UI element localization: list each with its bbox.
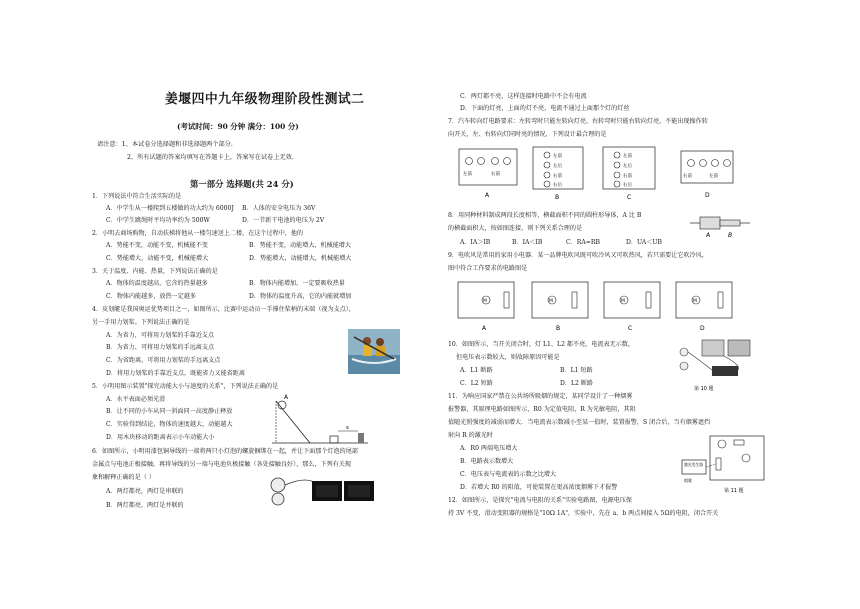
question-10-cont: 但电压表示数较大，则故障原因可能是 — [456, 354, 560, 361]
question-6-cont2: 象和解释正确的是（ ） — [92, 474, 155, 481]
q9-label-c: C — [628, 325, 633, 332]
q3-option-d: D．物体的温度升高，它的内能就增加 — [249, 293, 352, 300]
q7d-right-label: 右前 — [683, 174, 692, 179]
q9-circuit-a — [458, 282, 514, 332]
notice-block — [97, 138, 437, 164]
q11-laser-label: 激光发生器 — [684, 462, 703, 467]
canoe-photo — [348, 329, 400, 374]
q9a-motor: M — [483, 299, 487, 304]
q7-circuit-b — [533, 147, 583, 201]
q2-option-a: A．势能不变，动能不变，机械能不变 — [106, 242, 208, 249]
question-12-cont: 持 3V 不变，滑动变阻器的规格是"10Ω 1A"，实验中，先在 a、b 两点间接入 5Ω的电阻，闭合开关 — [448, 510, 719, 517]
q6-option-b: B．两灯都亮，两灯是并联的 — [106, 502, 184, 509]
q9-label-a: A — [482, 325, 487, 332]
q4-option-a: A．为省力，可将用力划桨的手靠近支点 — [106, 332, 214, 339]
q8-option-d: D．UA＜UB — [626, 239, 663, 246]
question-9: 9．电吹风是常用的家用小电器．某一品牌电吹风既可吹冷风又可吹热风，若只需要让它吹冷风， — [448, 252, 708, 259]
question-1: 1．下列说法中符合生活实际的是 — [92, 193, 182, 200]
q9-circuit-d — [676, 282, 732, 332]
q7d-left-label: 左前 — [709, 174, 718, 179]
q4-option-b: B．为省力，可将用力划桨的手远离支点 — [106, 344, 215, 351]
q9-circuit-b — [532, 282, 588, 332]
q9-label-d: D — [700, 325, 705, 332]
question-3: 3．关于温度、内能、热量，下列说法正确的是 — [92, 268, 218, 275]
q6-option-d: D．下面的灯亮，上面的灯不亮，电流不通过上面那个灯的灯丝 — [460, 105, 630, 112]
ramp-label-a: A — [284, 394, 289, 401]
q11-circuit-figure — [680, 430, 770, 498]
q8-option-a: A．IA＞IB — [460, 239, 491, 246]
ramp-experiment-figure — [270, 393, 370, 447]
question-5: 5．小明用图示装置"探究动能大小与速度的关系"，下列说法正确的是 — [92, 383, 279, 390]
question-6-cont: 金属点与电池正极接触，再将导线的另一端与电池负极接触（各处接触良好），那么，下列有关现 — [92, 461, 351, 468]
section-heading: 第一部分 选择题(共 24 分) — [190, 179, 294, 189]
question-8: 8．用同种材料制成两段长度相等，横截面积不同的圆柱形导体，A 比 B — [448, 212, 642, 219]
q9d-motor: M — [693, 299, 697, 304]
q3-option-c: C．物体内能越多，放热一定越多 — [106, 293, 196, 300]
q10-caption: 第 10 题 — [694, 386, 714, 392]
q7-label-c: C — [627, 194, 632, 201]
q7-circuit-c — [603, 147, 655, 201]
q10-circuit-photo — [672, 336, 762, 394]
q11-option-a: A．R0 两端电压增大 — [460, 445, 518, 452]
q1-option-b: B．人体的安全电压为 36V — [242, 205, 316, 212]
q1-option-d: D．一节新干电池的电压为 2V — [242, 217, 325, 224]
q7c-rightback-label: 右后 — [623, 183, 632, 188]
q10-option-b: B．L1 短路 — [560, 367, 593, 374]
question-9-cont: 图中符合工作要求的电路图是 — [448, 265, 528, 272]
q7b-right-label: 右前 — [553, 174, 562, 179]
q11-smoke-label: 烟雾 — [684, 478, 692, 483]
q1-option-a: A．中学生从一楼爬到五楼做的功大约为 6000J — [106, 205, 234, 212]
q11-option-d: D．若增大 R0 的阻值，可使装置在更高浓度烟雾下才报警 — [460, 484, 618, 491]
q10-option-a: A．L1 断路 — [460, 367, 493, 374]
q2-option-c: C．势能增大，动能不变，机械能增大 — [106, 255, 209, 262]
q2-option-b: B．势能不变，动能增大，机械能增大 — [249, 242, 351, 249]
q5-option-c: C．实验得到结论，物体的速度越大，动能越大 — [106, 421, 233, 428]
q11-caption: 第 11 题 — [724, 488, 744, 494]
q2-option-d: D．势能增大，动能增大，机械能增大 — [249, 255, 352, 262]
q10-option-c: C．L2 短路 — [460, 380, 493, 387]
q3-option-a: A．物体的温度越高，它含的热量越多 — [106, 280, 208, 287]
question-2: 2．小明去商场购物，自动扶梯将他从一楼匀速送上二楼，在这个过程中，他的 — [92, 230, 304, 237]
q1-option-c: C．中学生跳绳时平均功率约为 500W — [106, 217, 210, 224]
q3-option-b: B．物体内能增加，一定要吸收热量 — [249, 280, 345, 287]
q5-option-a: A．水平表面必须光滑 — [106, 396, 166, 403]
q7-circuit-figures — [455, 143, 745, 203]
q5-option-b: B．让不同的小车从同一斜面同一高度静止释放 — [106, 408, 233, 415]
q7-label-b: B — [555, 194, 560, 201]
q7a-left-label: 左前 — [463, 172, 472, 177]
question-6: 6．如图所示，小明用漆包铜导线的一端将两只小灯泡的螺旋捆绑在一起，并让下面那个灯泡的尾部 — [92, 448, 358, 455]
question-12: 12．如图所示，是探究"电流与电阻的关系"实验电路图，电源电压保 — [448, 497, 632, 504]
q7c-leftback-label: 左后 — [623, 164, 632, 169]
q11-option-c: C．电压表与电流表的示数之比增大 — [460, 471, 557, 478]
q7-label-a: A — [485, 192, 490, 199]
q7b-leftback-label: 左后 — [553, 164, 562, 169]
q6-option-c: C．两灯都不亮，这样连接时电路中不会有电流 — [460, 93, 587, 100]
q5-option-d: D．用木块移动的距离表示小车动能大小 — [106, 434, 215, 441]
q11-option-b: B．电路表示数增大 — [460, 458, 514, 465]
question-11-cont2: 值随光照强度的减弱而增大．当电流表示数减小至某一值时，装置报警，S 闭合后，当有烟雾遮挡 — [448, 419, 711, 426]
q9-circuit-figures — [452, 278, 742, 334]
exam-info: (考试时间：90 分钟 满分：100 分) — [177, 122, 299, 131]
q8-conductor-figure — [690, 213, 750, 239]
q8-label-a: A — [706, 232, 711, 239]
q7-circuit-d — [681, 151, 733, 199]
q4-option-d: D．将用力划桨的手靠近支点，既能省力又能省距离 — [106, 370, 245, 377]
q7c-right-label: 右前 — [623, 174, 632, 179]
notice-item-1: 1、本试卷分选择题和非选择题两个部分. — [121, 141, 233, 148]
battery-bulbs-photo — [268, 473, 380, 509]
q10-option-d: D．L2 断路 — [560, 380, 594, 387]
exam-title: 姜堰四中九年级物理阶段性测试二 — [165, 92, 365, 107]
q7a-right-label: 右前 — [491, 172, 500, 177]
q7-circuit-a — [459, 149, 517, 199]
question-11-cont: 报警器，其原理电路如图所示，R0 为定值电阻，R 为光敏电阻，其阻 — [448, 406, 636, 413]
question-11-cont3: 射向 R 的激光时 — [448, 432, 494, 439]
q9-circuit-c — [604, 282, 660, 332]
question-10: 10．如图所示，当开关闭合时，灯 L1、L2 都不亮，电流表无示数， — [448, 341, 634, 348]
question-4-cont: 另一手用力划桨。下列说法正确的是 — [92, 319, 190, 326]
question-8-cont: 的横截面积大，按如图连接，则下列关系合理的是 — [448, 225, 583, 232]
question-11: 11．为响应国家严禁在公共场所吸烟的规定，某同学设计了一种烟雾 — [448, 393, 633, 400]
q9-label-b: B — [556, 325, 561, 332]
ramp-label-s: s — [346, 425, 349, 431]
q7b-rightback-label: 右后 — [553, 183, 562, 188]
question-7: 7．汽车转向灯电路要求：左转弯时只能左转向灯亮，右转弯时只能右转向灯亮，不能出现操作转 — [448, 118, 708, 125]
question-7-cont: 向开关，左、右转向灯同时亮的情况，下列设计最合理的是 — [448, 131, 607, 138]
q4-option-c: C．为省距离，可将用力划桨的手远离支点 — [106, 357, 221, 364]
q9c-motor: M — [621, 299, 625, 304]
notice-item-2: 2、所有试题的答案均填写在答题卡上，答案写在试卷上无效. — [127, 154, 294, 161]
q8-option-c: C．RA=RB — [566, 239, 600, 246]
q7-label-d: D — [705, 192, 710, 199]
question-4: 4．皮划艇是我国奥运优势项目之一，如图所示，比赛中运动员一手撑住桨柄的末端（视为支点）， — [92, 306, 355, 313]
q9b-motor: M — [549, 299, 553, 304]
q8-option-b: B．IA＜IB — [512, 239, 543, 246]
q7c-left-label: 左前 — [623, 154, 632, 159]
q7b-left-label: 左前 — [553, 154, 562, 159]
q8-label-b: B — [728, 232, 733, 239]
notice-lead: 请注意： — [97, 141, 122, 148]
q6-option-a: A．两灯都亮，两灯是串联的 — [106, 488, 184, 495]
